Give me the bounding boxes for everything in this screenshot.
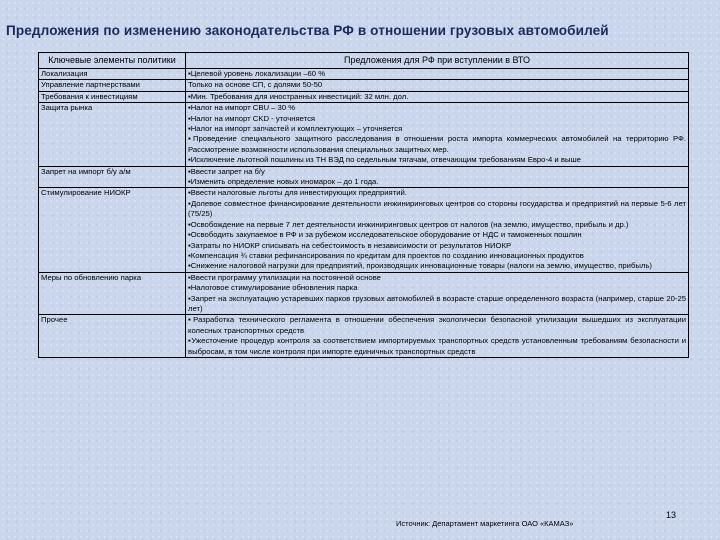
policy-element-label: Требования к инвестициям: [39, 91, 186, 102]
proposal-item: ▪Налог на импорт запчастей и комплектующих – уточняется: [188, 124, 403, 134]
table-row: [39, 315, 689, 358]
proposal-item: ▪Ввести налоговые льготы для инвестирующих предприятий.: [188, 188, 407, 198]
proposal-item: ▪Освободить закупаемое в РФ и за рубежом исследовательское оборудование от НДС и таможенных пошлин: [188, 230, 582, 240]
proposal-item: ▪Налог на импорт CBU – 30 %: [188, 103, 296, 113]
header-key-elements: Ключевые элементы политики: [39, 53, 186, 69]
source-note: Источник: Департамент маркетинга ОАО «КАМАЗ»: [396, 519, 574, 528]
proposal-cell: [186, 188, 689, 272]
table-row: [39, 272, 689, 315]
header-proposals: Предложения для РФ при вступлении в ВТО: [186, 53, 689, 69]
table-row: [39, 69, 689, 80]
policy-element-label: Управление партнерствами: [39, 80, 186, 91]
proposal-item: ▪Проведение специального защитного расследования в отношении роста импорта коммерческих автомобилей на территорию РФ. Рассмотрение возможности использования специальных защитных мер.: [188, 134, 686, 154]
proposal-cell: [186, 80, 689, 91]
table-header-row: [39, 53, 689, 69]
policy-element-label: Меры по обновлению парка: [39, 272, 186, 315]
proposal-item: ▪Изменить определение новых иномарок – до 1 года.: [188, 177, 379, 187]
policy-element-label: Локализация: [39, 69, 186, 80]
proposal-item: ▪Запрет на эксплуатацию устаревших парков грузовых автомобилей в возрасте старше определенного возраста (например, старше 20-25 лет): [188, 293, 686, 313]
proposal-item: ▪Налог на импорт CKD - уточняется: [188, 113, 316, 123]
table-row: [39, 166, 689, 188]
proposal-item: ▪Целевой уровень локализации –60 %: [188, 69, 326, 78]
table-row: [39, 80, 689, 91]
proposal-item: ▪Мин. Требования для иностранных инвестиций: 32 млн. дол.: [188, 91, 409, 101]
table-row: [39, 103, 689, 166]
proposal-cell: [186, 69, 689, 80]
policy-element-label: Стимулирование НИОКР: [39, 188, 186, 272]
proposal-item: ▪Ужесточение процедур контроля за соответствием импортируемых транспортных средств установленным требованиям безопасности и выбросам, в том числе контроля при импорте единичных транспортных средств: [188, 336, 686, 356]
proposal-item: ▪Компенсация ¾ ставки рефинансирования по кредитам для проектов по созданию инновационных продуктов: [188, 250, 584, 260]
proposal-item: Только на основе СП, с долями 50-50: [188, 80, 323, 90]
policy-element-label: Запрет на импорт б/у а/м: [39, 166, 186, 188]
proposal-item: ▪Ввести программу утилизации на постоянной основе: [188, 272, 381, 282]
proposal-item: ▪Разработка технического регламента в отношении обеспечения экологически безопасной утилизации вышедших из эксплуатации колесных транспортных средств: [188, 315, 686, 335]
page-number: 13: [666, 510, 677, 520]
policy-table: [38, 52, 689, 358]
proposal-cell: [186, 166, 689, 188]
table-row: [39, 91, 689, 102]
proposal-item: ▪Ввести запрет на б/у: [188, 166, 265, 176]
proposal-item: ▪Освобождение на первые 7 лет деятельности инжиниринговых центров от налогов (на землю, имущество, прибыль и др.): [188, 219, 629, 229]
proposal-cell: [186, 315, 689, 358]
proposal-item: ▪Исключение льготной пошлины из ТН ВЭД по седельным тягачам, отвечающим требованиям Евро-4 и выше: [188, 155, 581, 165]
proposal-item: ▪Снижение налоговой нагрузки для предприятий, производящих инновационные товары (налоги на землю, имущество, прибыль): [188, 261, 652, 271]
proposal-cell: [186, 103, 689, 166]
policy-table-body: [39, 69, 689, 358]
proposal-cell: [186, 91, 689, 102]
proposal-item: ▪Долевое совместное финансирование деятельности инжиниринговых центров со стороны государства и предприятий на первые 5-6 лет (75/25): [188, 198, 686, 219]
slide-title: Предложения по изменению законодательства РФ в отношении грузовых автомобилей: [6, 23, 609, 38]
proposal-item: ▪Налоговое стимулирование обновления парка: [188, 283, 358, 293]
table-row: [39, 188, 689, 272]
proposal-item: ▪Затраты по НИОКР списывать на себестоимость в независимости от результатов НИОКР: [188, 240, 512, 250]
proposal-cell: [186, 272, 689, 315]
policy-element-label: Защита рынка: [39, 103, 186, 166]
policy-element-label: Прочее: [39, 315, 186, 358]
